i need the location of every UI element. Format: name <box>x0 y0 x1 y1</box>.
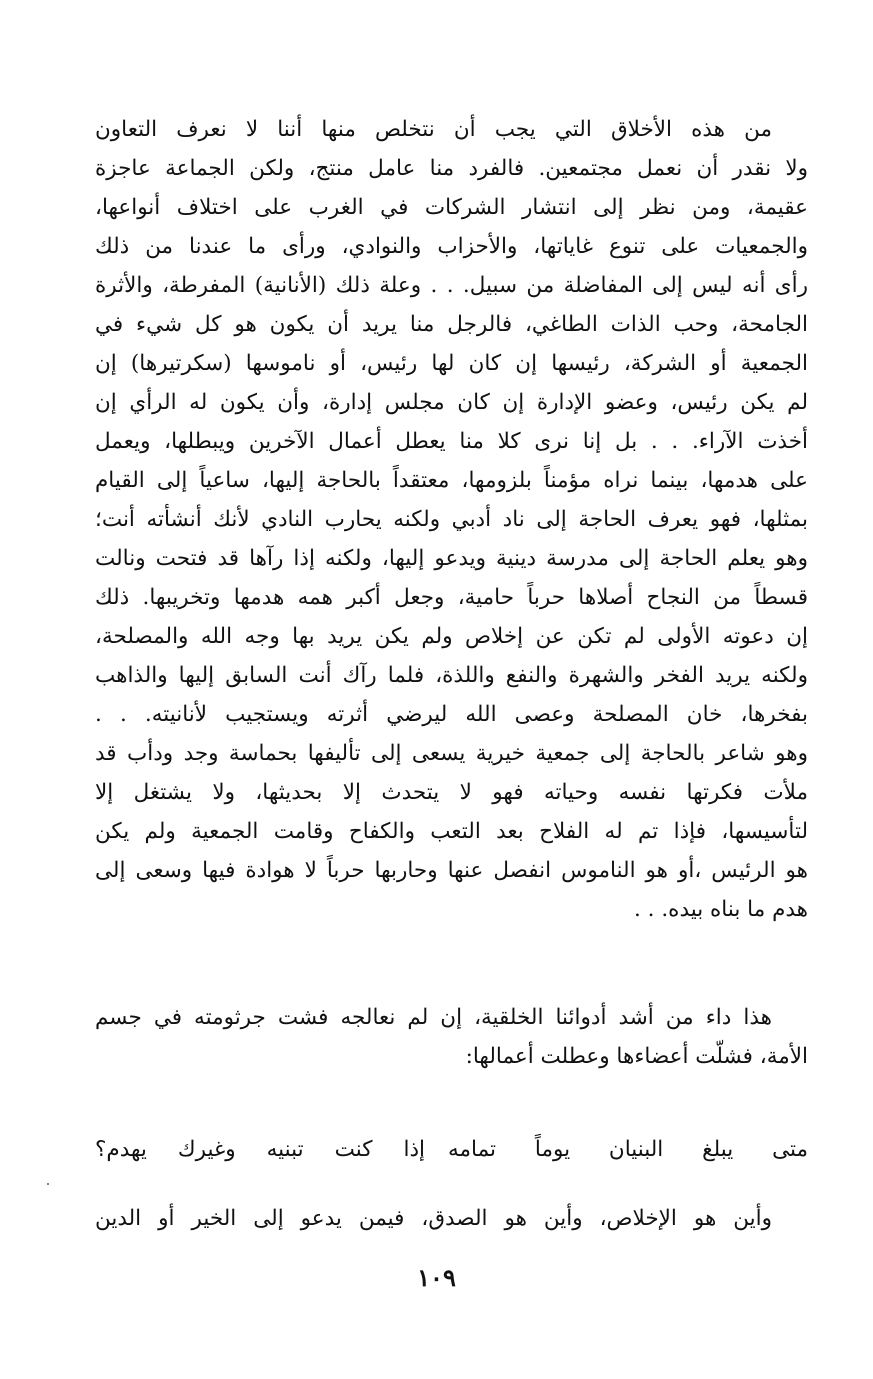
text-line: الجامحة، وحب الذات الطاغي، فالرجل منا يريد أن يكون هو كل شيء في <box>95 312 808 337</box>
paragraph-3 <box>95 1199 808 1238</box>
text-line: رأى أنه ليس إلى المفاضلة من سبيل. . . وعلة ذلك (الأنانية) المفرطة، والأثرة <box>95 273 808 298</box>
paragraph-1 <box>95 110 808 929</box>
text-line: قسطاً من النجاح أصلاها حرباً حامية، وجعل أكبر همه هدمها وتخريبها. ذلك <box>95 585 808 610</box>
scan-speck <box>47 1183 49 1185</box>
text-line: على هدمها، بينما نراه مؤمناً بلزومها، معتقداً بالحاجة إليها، ساعياً إلى القيام <box>95 468 808 493</box>
text-line: هذا داء من أشد أدوائنا الخلقية، إن لم نعالجه فشت جرثومته في جسم <box>95 1005 772 1030</box>
text-line: هو الرئيس ،أو هو الناموس انفصل عنها وحاربها حرباً لا هوادة فيها وسعى إلى <box>95 858 808 883</box>
text-line: الأمة، فشلّت أعضاءها وعطلت أعمالها: <box>465 1044 808 1069</box>
verse-line <box>95 1128 808 1172</box>
paragraph-2 <box>95 998 808 1076</box>
text-line: إن دعوته الأولى لم تكن عن إخلاص ولم يكن يريد بها وجه الله والمصلحة، <box>95 624 808 649</box>
text-line: أخذت الآراء. . . بل إنا نرى كلا منا يعطل أعمال الآخرين ويبطلها، ويعمل <box>95 429 808 454</box>
text-line: وأين هو الإخلاص، وأين هو الصدق، فيمن يدعو إلى الخير أو الدين <box>95 1206 772 1231</box>
text-line: ولكنه يريد الفخر والشهرة والنفع واللذة، فلما رآك أنت السابق إليها والذاهب <box>95 663 808 688</box>
text-line: وهو يعلم الحاجة إلى مدرسة دينية ويدعو إليها، ولكنه إذا رآها قد فتحت ونالت <box>95 546 808 571</box>
text-line: لم يكن رئيس، وعضو الإدارة إن كان مجلس إدارة، وأن يكون له الرأي إن <box>95 390 808 415</box>
text-line: هدم ما بناه بيده. . . <box>634 897 808 922</box>
text-line: لتأسيسها، فإذا تم له الفلاح بعد التعب والكفاح وقامت الجمعية ولم يكن <box>95 819 808 844</box>
text-line: بفخرها، خان المصلحة وعصى الله ليرضي أثرته ويستجيب لأنانيته. . . <box>95 702 808 727</box>
text-line: والجمعيات على تنوع غاياتها، والأحزاب والنوادي، ورأى ما عندنا من ذلك <box>95 234 808 259</box>
text-line: الجمعية أو الشركة، رئيسها إن كان لها رئيس، أو ناموسها (سكرتيرها) إن <box>95 351 808 376</box>
text-line: بمثلها، فهو يعرف الحاجة إلى ناد أدبي ولكنه يحارب النادي لأنك أنشأته أنت؛ <box>95 507 808 532</box>
text-line: من هذه الأخلاق التي يجب أن نتخلص منها أننا لا نعرف التعاون <box>95 117 772 142</box>
poetry-verse <box>95 1128 808 1172</box>
text-line: وهو شاعر بالحاجة إلى جمعية خيرية يسعى إلى تأليفها بحماسة وجد ودأب قد <box>95 741 808 766</box>
text-line: عقيمة، ومن نظر إلى انتشار الشركات في الغرب على اختلاف أنواعها، <box>95 195 808 220</box>
page-number: ١٠٩ <box>417 1263 456 1292</box>
verse-second-hemistich: إذا كنت تبنيه وغيرك يهدم؟ <box>95 1137 425 1162</box>
text-line: ولا نقدر أن نعمل مجتمعين. فالفرد منا عامل منتج، ولكن الجماعة عاجزة <box>95 156 808 181</box>
verse-first-hemistich: متى يبلغ البنيان يوماً تمامه <box>448 1137 808 1162</box>
text-line: ملأت فكرتها نفسه وحياته فهو لا يتحدث إلا بحديثها، ولا يشتغل إلا <box>95 780 808 805</box>
